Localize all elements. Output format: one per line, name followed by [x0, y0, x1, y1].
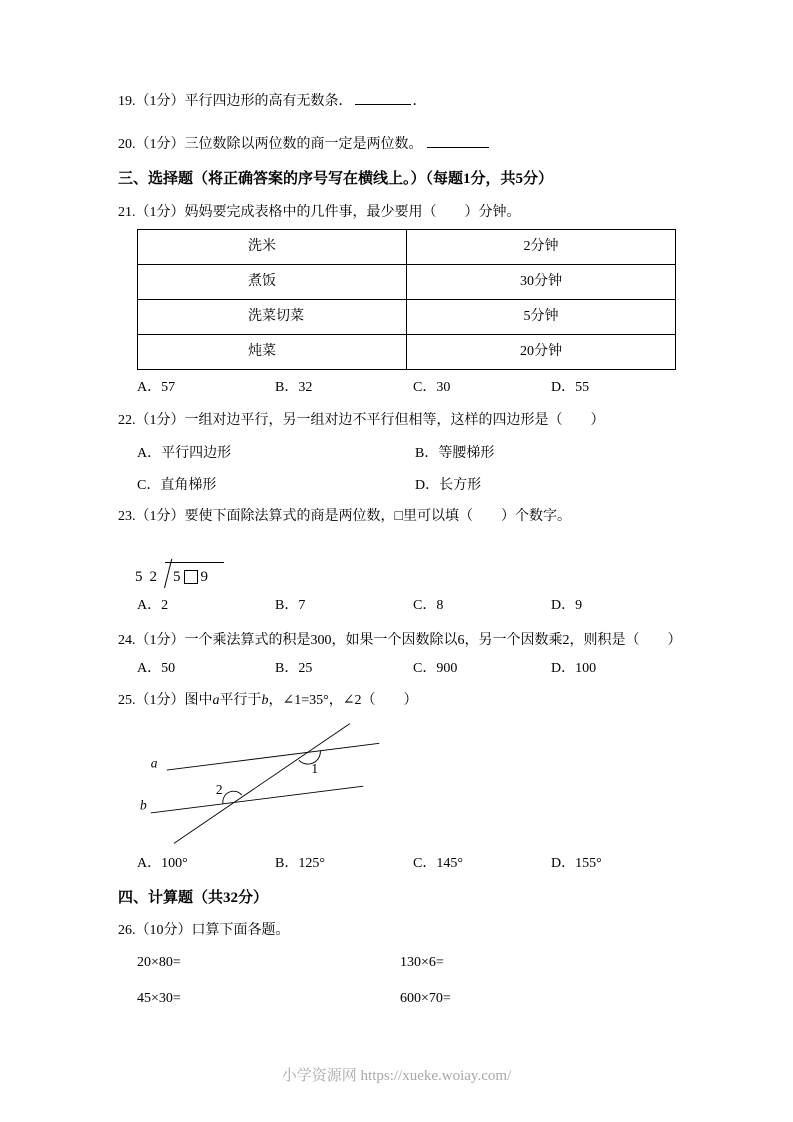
option-d: D．155° — [551, 856, 602, 871]
option-c: C．8 — [413, 598, 444, 613]
question-20 — [118, 133, 703, 155]
option-b: B．7 — [275, 598, 306, 613]
option-a: A．平行四边形 — [137, 446, 232, 461]
long-division-figure — [135, 554, 703, 588]
dividend-digit: 9 — [200, 569, 208, 585]
angle-1-label: 1 — [311, 760, 319, 776]
calc-item: 130×6= — [400, 955, 444, 970]
question-22-options — [137, 444, 703, 496]
question-21-stem: 21.（1分）妈妈要完成表格中的几件事，最少要用（ ）分钟。 — [118, 205, 521, 220]
question-21-table — [137, 229, 676, 370]
option-c: C．145° — [413, 856, 463, 871]
option-a: A．57 — [137, 380, 176, 395]
stem-text: ，∠1=35°，∠2（ ） — [268, 693, 418, 708]
calc-item: 600×70= — [400, 991, 451, 1006]
division-dividend — [165, 562, 224, 588]
division-divisor: 52 — [135, 569, 164, 585]
question-25-stem — [118, 691, 703, 711]
time-cell: 5分钟 — [407, 300, 676, 335]
parallel-lines-figure — [140, 721, 390, 846]
calc-item: 20×80= — [137, 955, 181, 970]
option-c: C．直角梯形 — [137, 478, 217, 493]
table-row — [138, 265, 676, 300]
line-a-label: a — [150, 755, 158, 771]
option-a: A．100° — [137, 856, 188, 871]
table-row — [138, 335, 676, 370]
time-cell: 20分钟 — [407, 335, 676, 370]
line-b — [151, 786, 364, 813]
question-26-stem: 26.（10分）口算下面各题。 — [118, 923, 290, 938]
task-cell: 洗菜切菜 — [138, 300, 407, 335]
question-22-stem: 22.（1分）一组对边平行，另一组对边不平行但相等，这样的四边形是（ ） — [118, 413, 605, 428]
question-20-answer-blank[interactable] — [427, 133, 489, 148]
line-a — [167, 743, 379, 770]
task-cell: 炖菜 — [138, 335, 407, 370]
option-b: B．125° — [275, 856, 325, 871]
transversal-line — [174, 724, 350, 844]
task-cell: 煮饭 — [138, 265, 407, 300]
stem-text: 平行于 — [219, 693, 262, 708]
option-b: B．32 — [275, 380, 313, 395]
option-d: D．9 — [551, 598, 583, 613]
option-d: D．长方形 — [415, 478, 482, 493]
calc-item: 45×30= — [137, 991, 181, 1006]
blank-box — [184, 570, 198, 584]
line-a-ref: a — [212, 693, 220, 708]
option-c: C．900 — [413, 661, 458, 676]
question-24-options — [137, 659, 703, 679]
option-b: B．等腰梯形 — [415, 446, 495, 461]
time-cell: 2分钟 — [407, 230, 676, 265]
option-a: A．50 — [137, 661, 176, 676]
question-24-stem: 24.（1分）一个乘法算式的积是300，如果一个因数除以6，另一个因数乘2，则积是（ ） — [118, 633, 682, 648]
question-26-items — [137, 953, 703, 1009]
table-row — [138, 300, 676, 335]
question-23-stem: 23.（1分）要使下面除法算式的商是两位数，□里可以填（ ）个数字。 — [118, 509, 571, 524]
question-20-text: 20.（1分）三位数除以两位数的商一定是两位数。 — [118, 137, 423, 152]
option-d: D．100 — [551, 661, 597, 676]
question-25-options — [137, 854, 703, 874]
question-19-period: ． — [412, 94, 427, 109]
question-19 — [118, 90, 703, 112]
option-a: A．2 — [137, 598, 169, 613]
line-b-ref: b — [261, 693, 269, 708]
angle-2-label: 2 — [215, 782, 223, 798]
section-4-title: 四、计算题（共32分） — [118, 890, 269, 906]
option-d: D．55 — [551, 380, 590, 395]
section-3-title: 三、选择题（将正确答案的序号写在横线上。）（每题1分，共5分） — [118, 171, 554, 187]
table-row — [138, 230, 676, 265]
question-23-options — [137, 596, 703, 616]
question-21-options — [137, 378, 703, 398]
stem-text: 25.（1分）图中 — [118, 693, 213, 708]
question-19-text: 19.（1分）平行四边形的高有无数条． — [118, 94, 353, 109]
option-c: C．30 — [413, 380, 451, 395]
question-19-answer-blank[interactable] — [355, 90, 411, 105]
option-b: B．25 — [275, 661, 313, 676]
time-cell: 30分钟 — [407, 265, 676, 300]
site-footer: 小学资源网 https://xueke.woiay.com/ — [281, 1068, 512, 1084]
dividend-digit: 5 — [173, 569, 181, 585]
line-b-label: b — [140, 797, 147, 813]
task-cell: 洗米 — [138, 230, 407, 265]
